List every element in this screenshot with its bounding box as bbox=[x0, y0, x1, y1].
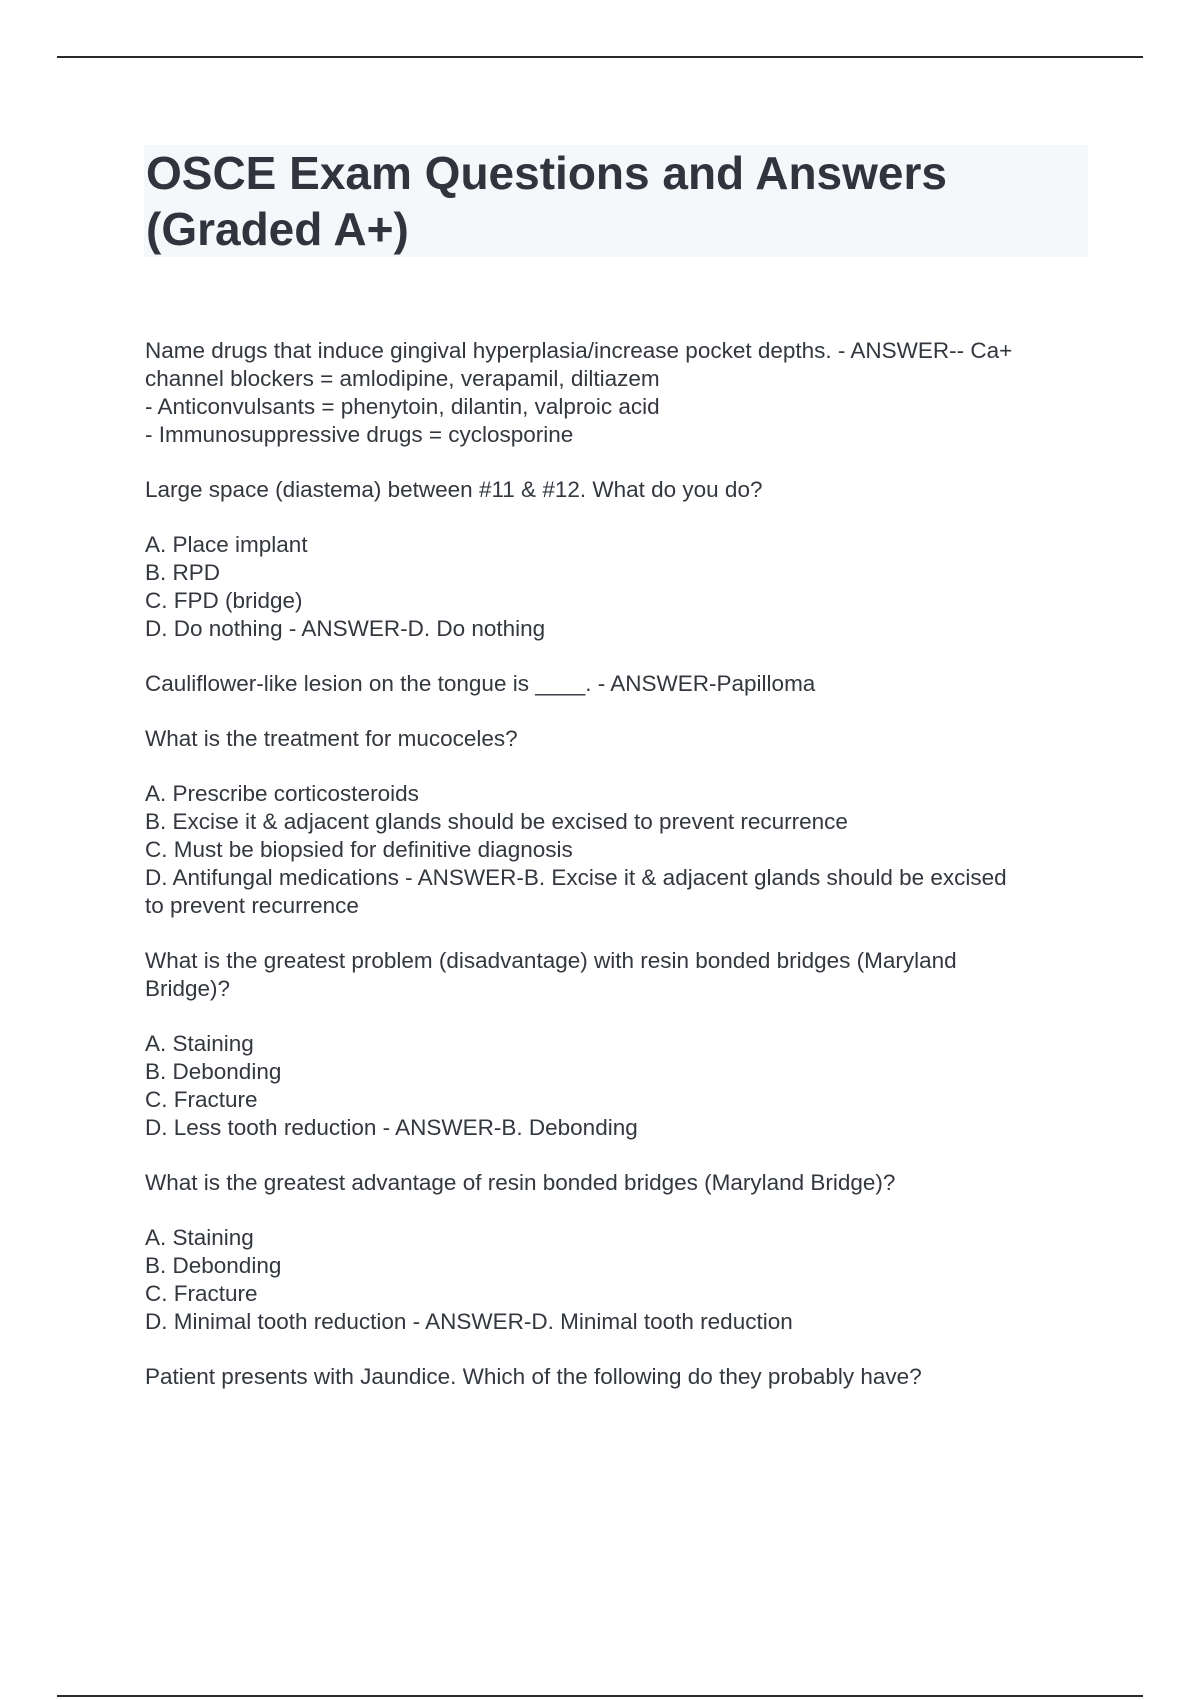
text-line: Bridge)? bbox=[145, 976, 231, 1001]
question bbox=[145, 476, 1085, 504]
text-line: Large space (diastema) between #11 & #12. What do you do? bbox=[145, 477, 763, 502]
title-line-2: (Graded A+) bbox=[146, 203, 409, 255]
question bbox=[145, 1363, 1085, 1391]
title-line-1: OSCE Exam Questions and Answers bbox=[146, 147, 947, 199]
option-line: D. Less tooth reduction - ANSWER-B. Debonding bbox=[145, 1115, 638, 1140]
text-line: - Anticonvulsants = phenytoin, dilantin, valproic acid bbox=[145, 394, 660, 419]
option-line: C. Fracture bbox=[145, 1281, 258, 1306]
question bbox=[145, 947, 1085, 1003]
bottom-rule bbox=[57, 1695, 1143, 1697]
text-line: channel blockers = amlodipine, verapamil, diltiazem bbox=[145, 366, 660, 391]
text-line: Patient presents with Jaundice. Which of the following do they probably have? bbox=[145, 1364, 922, 1389]
option-line: D. Antifungal medications - ANSWER-B. Excise it & adjacent glands should be excised bbox=[145, 865, 1007, 890]
question bbox=[145, 1169, 1085, 1197]
option-line: A. Place implant bbox=[145, 532, 308, 557]
option-line: C. Fracture bbox=[145, 1087, 258, 1112]
option-line: B. RPD bbox=[145, 560, 221, 585]
text-line: Name drugs that induce gingival hyperplasia/increase pocket depths. - ANSWER-- Ca+ bbox=[145, 338, 1013, 363]
text-line: Cauliflower-like lesion on the tongue is ____. - ANSWER-Papilloma bbox=[145, 671, 816, 696]
text-line: - Immunosuppressive drugs = cyclosporine bbox=[145, 422, 574, 447]
top-rule bbox=[57, 56, 1143, 58]
answer-options bbox=[145, 1030, 1085, 1142]
answer-options bbox=[145, 531, 1085, 643]
text-line: What is the greatest problem (disadvantage) with resin bonded bridges (Maryland bbox=[145, 948, 957, 973]
option-line: B. Excise it & adjacent glands should be excised to prevent recurrence bbox=[145, 809, 848, 834]
qa-block bbox=[145, 337, 1085, 449]
answer-options bbox=[145, 1224, 1085, 1336]
option-line: to prevent recurrence bbox=[145, 893, 359, 918]
option-line: D. Do nothing - ANSWER-D. Do nothing bbox=[145, 616, 546, 641]
option-line: A. Prescribe corticosteroids bbox=[145, 781, 419, 806]
option-line: B. Debonding bbox=[145, 1253, 282, 1278]
question bbox=[145, 725, 1085, 753]
option-line: A. Staining bbox=[145, 1031, 254, 1056]
document-title bbox=[144, 145, 1088, 257]
text-line: What is the treatment for mucoceles? bbox=[145, 726, 518, 751]
option-line: C. FPD (bridge) bbox=[145, 588, 303, 613]
option-line: B. Debonding bbox=[145, 1059, 282, 1084]
option-line: A. Staining bbox=[145, 1225, 254, 1250]
qa-content bbox=[145, 337, 1085, 1418]
option-line: C. Must be biopsied for definitive diagnosis bbox=[145, 837, 573, 862]
text-line: What is the greatest advantage of resin bonded bridges (Maryland Bridge)? bbox=[145, 1170, 896, 1195]
qa-block bbox=[145, 670, 1085, 698]
option-line: D. Minimal tooth reduction - ANSWER-D. Minimal tooth reduction bbox=[145, 1309, 793, 1334]
answer-options bbox=[145, 780, 1085, 920]
